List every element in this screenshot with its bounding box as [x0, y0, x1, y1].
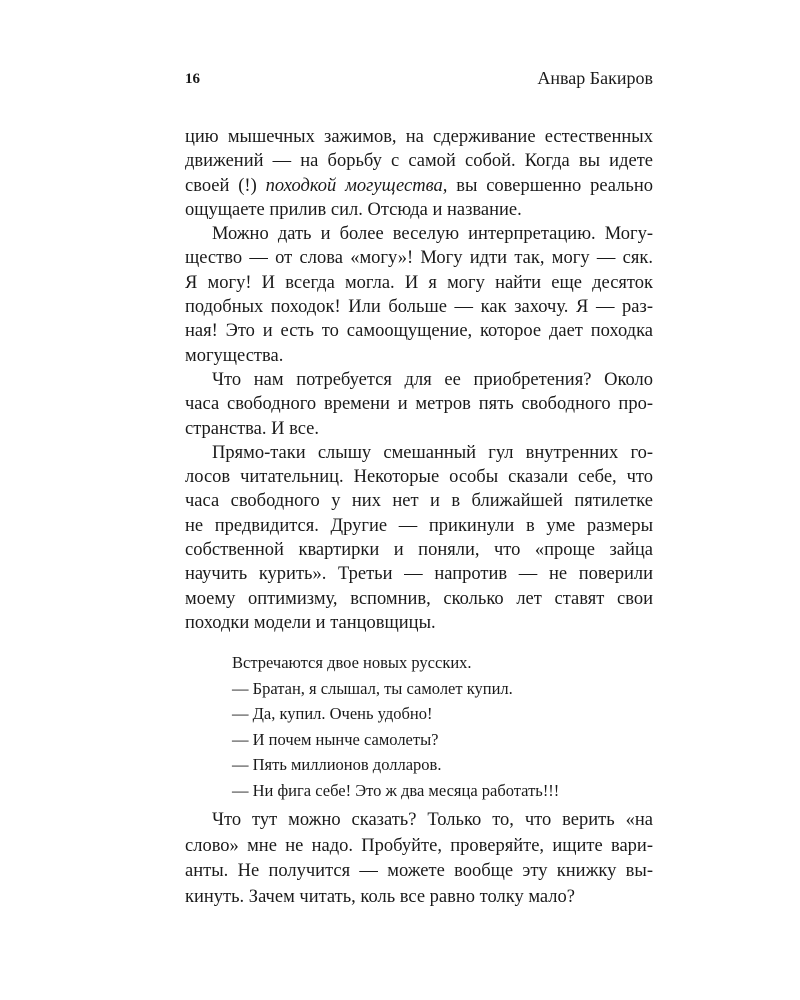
text-line: слово» мне не надо. Пробуйте, проверяйте, ищите вари-: [185, 835, 653, 856]
text-line: подобных походок! Или больше — как захочу. Я — раз-: [185, 297, 653, 318]
paragraph: [185, 222, 653, 368]
text-line: могущества.: [185, 345, 284, 366]
paragraph: [185, 368, 653, 441]
text-line: часа свободного времени и метров пять свободного про-: [185, 394, 653, 415]
text-line: Прямо-таки слышу смешанный гул внутренних го-: [212, 442, 653, 463]
text-line: кинуть. Зачем читать, коль все равно толку мало?: [185, 887, 575, 908]
joke-line: — Ни фига себе! Это ж два месяца работать!!!: [232, 780, 560, 800]
text-line: собственной квартирки и поняли, что «проще зайца: [185, 540, 653, 561]
text-line: походки модели и танцовщицы.: [185, 612, 436, 633]
text-line: Что нам потребуется для ее приобретения? Около: [212, 369, 653, 390]
joke-line: — Братан, я слышал, ты самолет купил.: [232, 678, 513, 698]
text-line: Что тут можно сказать? Только то, что верить «на: [212, 810, 653, 830]
joke-line: Встречаются двое новых русских.: [232, 653, 472, 672]
text-line: часа свободного у них нет и в ближайшей пятилетке: [185, 491, 653, 512]
joke-line: — И почем нынче самолеты?: [232, 729, 439, 749]
text-line: щество — от слова «могу»! Могу идти так, могу — сяк.: [185, 248, 653, 269]
text-line: научить курить». Третьи — напротив — не поверили: [185, 564, 653, 585]
text-line: ощущаете прилив сил. Отсюда и название.: [185, 199, 522, 220]
final-paragraph: [185, 808, 653, 911]
text-line: странства. И все.: [185, 418, 320, 439]
joke-block: [232, 650, 652, 803]
text-line: ная! Это и есть то самоощущение, которое дает походка: [185, 321, 653, 342]
text-line: лосов читательниц. Некоторые особы сказали себе, что: [185, 467, 653, 488]
page-number: 16: [185, 71, 200, 87]
paragraph: [185, 125, 653, 222]
text-segment: своей (!): [185, 175, 266, 196]
text-line: анты. Не получится — можете вообще эту книжку вы-: [185, 861, 653, 882]
joke-line: — Да, купил. Очень удобно!: [232, 704, 433, 723]
running-head-author: Анвар Бакиров: [537, 68, 653, 88]
text-line: [185, 174, 653, 198]
paragraph: [185, 441, 653, 635]
text-line: цию мышечных зажимов, на сдерживание естественных: [185, 127, 653, 147]
text-line: Можно дать и более веселую интерпретацию. Могу-: [212, 224, 653, 245]
emphasized-term: походкой могущества,: [265, 175, 448, 196]
body-text: [185, 125, 653, 635]
text-line: не предвидится. Другие — прикинули в уме размеры: [185, 515, 653, 536]
joke-line: — Пять миллионов долларов.: [232, 755, 442, 774]
text-line: движений — на борьбу с самой собой. Когда вы идете: [185, 151, 653, 172]
text-line: Я могу! И всегда могла. И я могу найти еще десяток: [185, 272, 653, 293]
text-line: моему оптимизму, вспомнив, сколько лет ставят свои: [185, 588, 653, 609]
text-segment: вы совершенно реально: [447, 175, 653, 196]
